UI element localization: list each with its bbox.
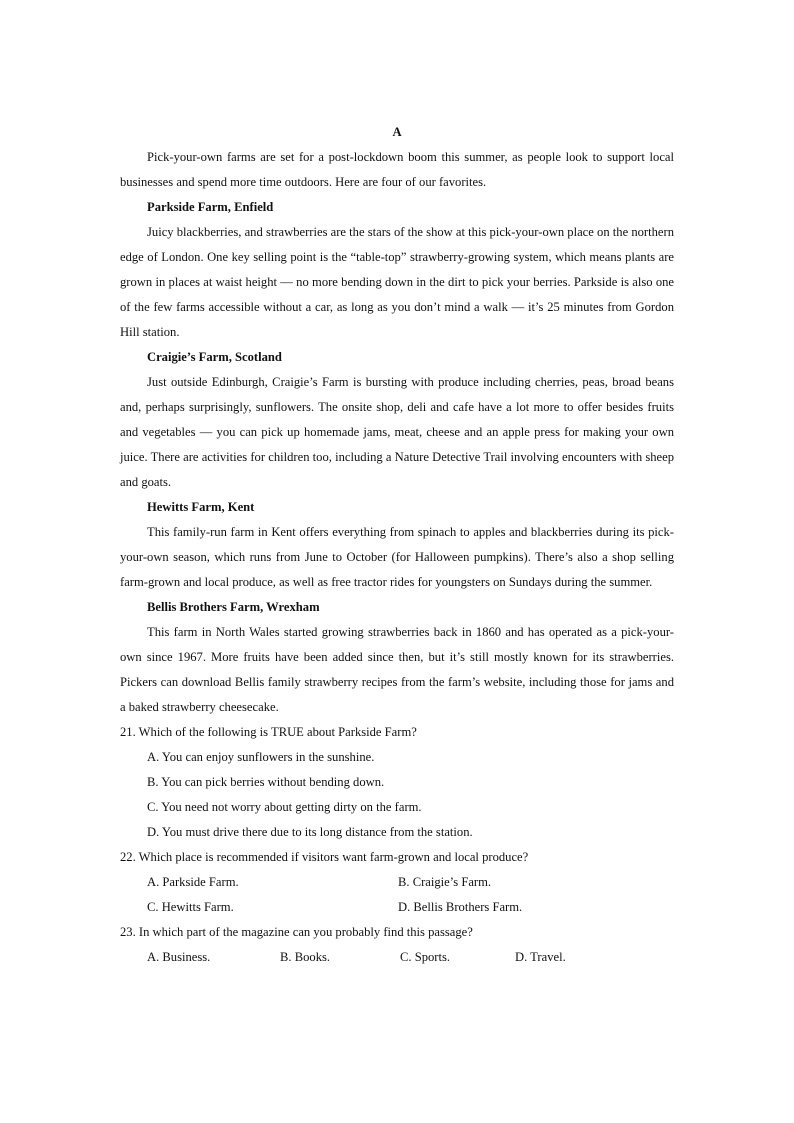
question-22-options-row-1 xyxy=(120,870,674,895)
question-23-options-row xyxy=(120,945,674,970)
question-22-option-d: D. Bellis Brothers Farm. xyxy=(398,900,523,914)
question-21-option-d: D. You must drive there due to its long distance from the station. xyxy=(147,825,473,839)
farm-text-parkside: Juicy blackberries, and strawberries are the stars of the show at this pick-your-own place on the northern edge of London. One key selling point is the “table-top” strawberry-growing system, which means plants are grown in places at waist height — no more bending down in the dirt to pick your berries. Parkside is also one of the few farms accessible without a car, as long as you don’t mind a walk — it’s 25 minutes from Gordon Hill station. xyxy=(120,225,674,339)
question-23-stem: 23. In which part of the magazine can you probably find this passage? xyxy=(120,925,473,939)
farm-heading-bellis: Bellis Brothers Farm, Wrexham xyxy=(147,600,320,614)
question-23-option-c: C. Sports. xyxy=(400,950,451,964)
farm-heading-craigies: Craigie’s Farm, Scotland xyxy=(147,350,282,364)
question-21-option-c: C. You need not worry about getting dirty on the farm. xyxy=(147,800,422,814)
intro-paragraph: Pick-your-own farms are set for a post-lockdown boom this summer, as people look to support local businesses and spend more time outdoors. Here are four of our favorites. xyxy=(120,150,674,189)
farm-text-craigies: Just outside Edinburgh, Craigie’s Farm is bursting with produce including cherries, peas, broad beans and, perhaps surprisingly, sunflowers. The onsite shop, deli and cafe have a lot more to offer besides fruits and vegetables — you can pick up homemade jams, meat, cheese and an apple press for making your own juice. There are activities for children too, including a Nature Detective Trail involving encounters with sheep and goats. xyxy=(120,375,674,489)
question-21-option-a: A. You can enjoy sunflowers in the sunshine. xyxy=(147,750,375,764)
question-22-option-c: C. Hewitts Farm. xyxy=(147,900,234,914)
question-21-stem: 21. Which of the following is TRUE about Parkside Farm? xyxy=(120,725,417,739)
question-22-option-a: A. Parkside Farm. xyxy=(147,875,239,889)
question-21-option-b: B. You can pick berries without bending down. xyxy=(147,775,385,789)
question-23-option-d: D. Travel. xyxy=(515,950,566,964)
question-22-stem: 22. Which place is recommended if visitors want farm-grown and local produce? xyxy=(120,850,529,864)
farm-text-hewitts: This family-run farm in Kent offers everything from spinach to apples and blackberries during its pick-your-own season, which runs from June to October (for Halloween pumpkins). There’s also a shop selling farm-grown and local produce, as well as free tractor rides for youngsters on Sundays during the summer. xyxy=(120,525,674,589)
question-22-options-row-2 xyxy=(120,895,674,920)
question-23-option-b: B. Books. xyxy=(280,950,331,964)
exam-page xyxy=(120,120,674,970)
passage-title: A xyxy=(392,125,402,139)
farm-heading-hewitts: Hewitts Farm, Kent xyxy=(147,500,255,514)
question-23-option-a: A. Business. xyxy=(147,950,211,964)
question-22-option-b: B. Craigie’s Farm. xyxy=(398,875,492,889)
farm-heading-parkside: Parkside Farm, Enfield xyxy=(147,200,274,214)
farm-text-bellis: This farm in North Wales started growing strawberries back in 1860 and has operated as a pick-your-own since 1967. More fruits have been added since then, but it’s still mostly known for its strawberries. Pickers can download Bellis family strawberry recipes from the farm’s website, including those for jams and a baked strawberry cheesecake. xyxy=(120,625,674,714)
